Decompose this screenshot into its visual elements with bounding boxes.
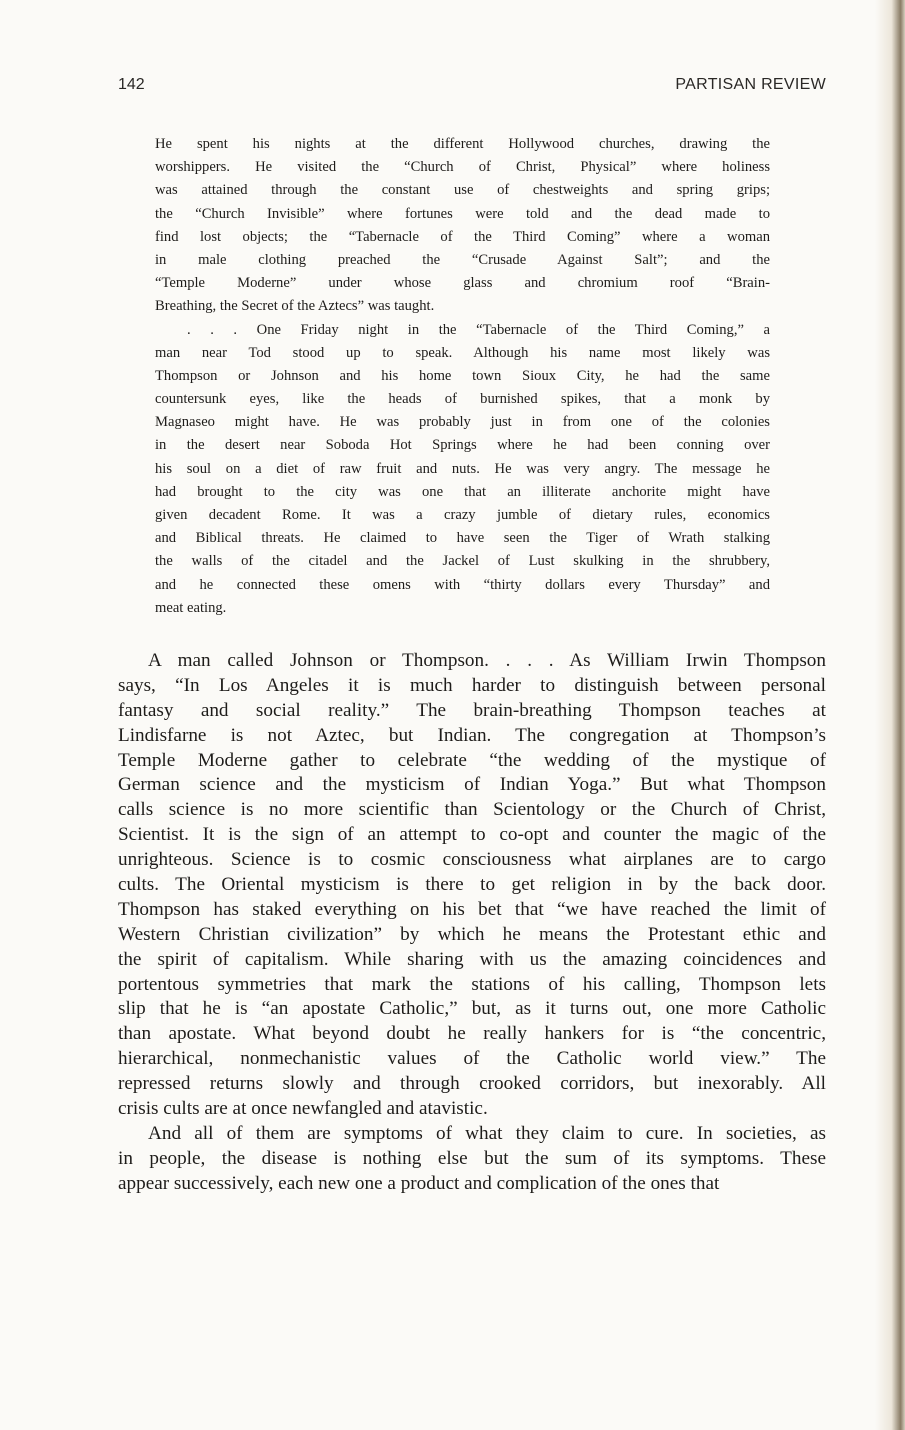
text-line: find lost objects; the “Tabernacle of the Third Coming” where a woman: [155, 228, 770, 245]
text-line: and Biblical threats. He claimed to have seen the Tiger of Wrath stalking: [155, 530, 770, 547]
text-line: slip that he is “an apostate Catholic,” but, as it turns out, one more Catholic: [118, 998, 826, 1020]
text-line: hierarchical, nonmechanistic values of the Catholic world view.” The: [118, 1048, 826, 1070]
text-line: repressed returns slowly and through crooked corridors, but inexorably. All: [118, 1073, 826, 1095]
text-line: portentous symmetries that mark the stations of his calling, Thompson lets: [118, 973, 826, 995]
text-line: meat eating.: [155, 599, 227, 616]
page-number: 142: [118, 76, 145, 93]
text-line: had brought to the city was one that an illiterate anchorite might have: [155, 483, 770, 500]
text-line: Scientist. It is the sign of an attempt to co-opt and counter the magic of the: [118, 824, 826, 846]
text-line: German science and the mysticism of Indian Yoga.” But what Thompson: [118, 774, 826, 796]
running-title: PARTISAN REVIEW: [675, 76, 826, 93]
text-line: Lindisfarne is not Aztec, but Indian. The congregation at Thompson’s: [118, 724, 826, 746]
text-line: the spirit of capitalism. While sharing with us the amazing coincidences and: [118, 948, 826, 970]
text-line: And all of them are symptoms of what they claim to cure. In societies, as: [148, 1122, 826, 1144]
text-line: crisis cults are at once newfangled and atavistic.: [118, 1098, 488, 1120]
text-line: Thompson or Johnson and his home town Sioux City, he had the same: [155, 367, 770, 384]
text-line: the “Church Invisible” where fortunes were told and the dead made to: [155, 205, 770, 222]
text-line: was attained through the constant use of chestweights and spring grips;: [155, 182, 770, 199]
text-line: the walls of the citadel and the Jackel of Lust skulking in the shrubbery,: [155, 553, 770, 570]
text-line: . . . One Friday night in the “Tabernacle of the Third Coming,” a: [187, 321, 770, 338]
text-line: appear successively, each new one a product and complication of the ones that: [118, 1172, 720, 1194]
text-line: worshippers. He visited the “Church of Christ, Physical” where holiness: [155, 159, 770, 176]
text-line: He spent his nights at the different Hollywood churches, drawing the: [155, 136, 770, 152]
text-line: unrighteous. Science is to cosmic consciousness what airplanes are to cargo: [118, 849, 826, 871]
text-line: Thompson has staked everything on his bet that “we have reached the limit of: [118, 898, 826, 920]
page-edge-shadow: [875, 0, 905, 1430]
text-line: says, “In Los Angeles it is much harder to distinguish between personal: [118, 674, 826, 696]
text-line: in people, the disease is nothing else but the sum of its symptoms. These: [118, 1147, 826, 1169]
text-line: Temple Moderne gather to celebrate “the wedding of the mystique of: [118, 749, 826, 771]
text-line: given decadent Rome. It was a crazy jumble of dietary rules, economics: [155, 507, 770, 523]
body-text: [118, 649, 826, 1197]
text-line: Western Christian civilization” by which he means the Protestant ethic and: [118, 923, 826, 945]
text-line: countersunk eyes, like the heads of burnished spikes, that a monk by: [155, 391, 770, 408]
text-line: Breathing, the Secret of the Aztecs” was taught.: [155, 298, 435, 315]
text-line: in the desert near Soboda Hot Springs where he had been conning over: [155, 437, 770, 454]
block-quote: [155, 133, 770, 620]
text-line: A man called Johnson or Thompson. . . . As William Irwin Thompson: [148, 650, 826, 671]
text-line: man near Tod stood up to speak. Although his name most likely was: [155, 344, 770, 361]
text-line: “Temple Moderne” under whose glass and chromium roof “Brain-: [155, 275, 770, 292]
text-line: fantasy and social reality.” The brain-breathing Thompson teaches at: [118, 699, 826, 721]
text-line: and he connected these omens with “thirty dollars every Thursday” and: [155, 576, 770, 593]
text-line: cults. The Oriental mysticism is there to get religion in by the back door.: [118, 874, 826, 896]
text-line: Magnaseo might have. He was probably just in from one of the colonies: [155, 414, 770, 431]
text-line: in male clothing preached the “Crusade Against Salt”; and the: [155, 251, 770, 268]
text-line: than apostate. What beyond doubt he really hankers for is “the concentric,: [118, 1023, 826, 1045]
text-line: calls science is no more scientific than Scientology or the Church of Christ,: [118, 799, 826, 821]
text-line: his soul on a diet of raw fruit and nuts. He was very angry. The message he: [155, 460, 770, 477]
